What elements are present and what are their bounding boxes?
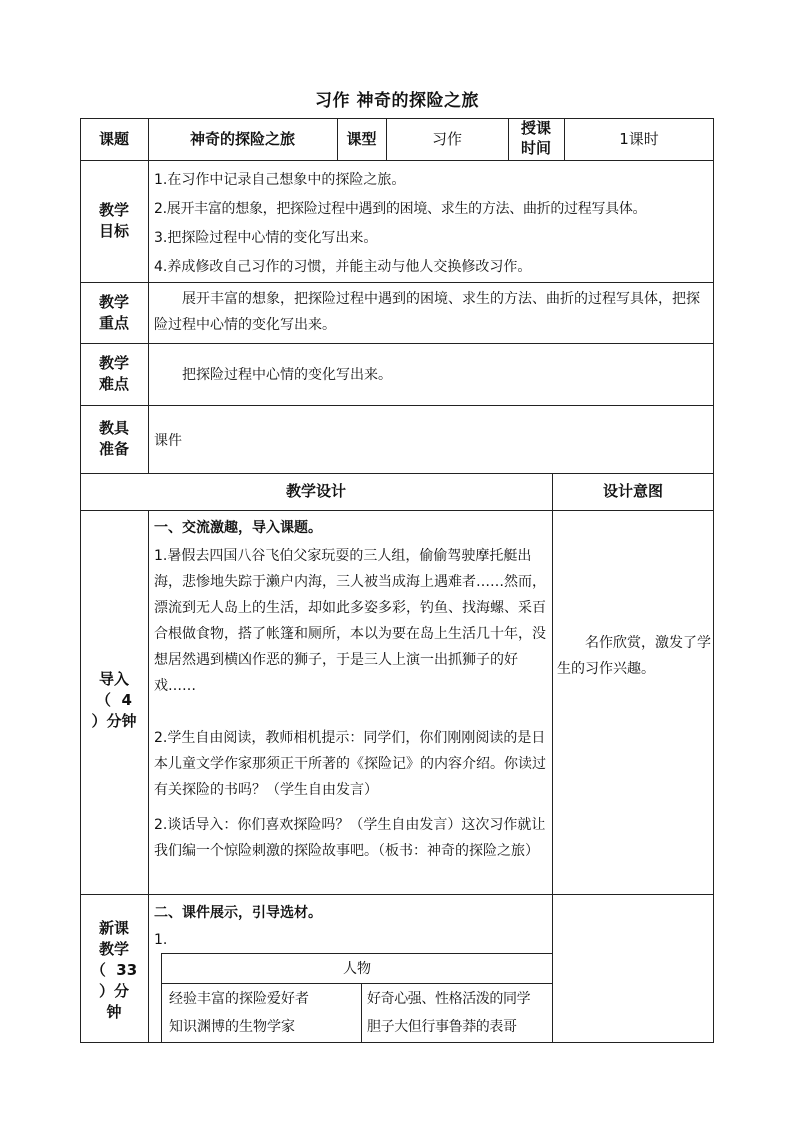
intro-paragraph-1: 1.暑假去四国八谷飞伯父家玩耍的三人组，偷偷驾驶摩托艇出海，悲惨地失踪于濑户内海，三人被当成海上遇难者……然而，漂流到无人岛上的生活，却如此多姿多彩，钓鱼、找海螺、采百合根做食物，搭了帐篷和厕所，本以为要在岛上生活几十年，没想居然遇到横凶作恶的狮子，于是三人上演一出抓狮子的好戏…… (154, 548, 546, 694)
row-line (80, 473, 714, 474)
type-value: 习作 (431, 130, 462, 148)
difficulties-text: 把探险过程中心情的变化写出来。 (182, 367, 392, 383)
difficulties-label-2: 难点 (98, 375, 129, 393)
characters-left-item: 知识渊博的生物学家 (169, 1019, 295, 1035)
intro-label-2: （ 4 (96, 691, 132, 709)
row-line (80, 343, 714, 344)
intro-heading: 一、交流激趣，导入课题。 (154, 520, 322, 536)
row-line (80, 282, 714, 283)
characters-header: 人物 (343, 961, 371, 977)
characters-right-item: 胆子大但行事鲁莽的表哥 (367, 1019, 517, 1035)
characters-table-line (161, 983, 553, 984)
row-line (80, 405, 714, 406)
key-points-label-1: 教学 (98, 293, 129, 311)
design-header: 教学设计 (285, 482, 346, 500)
new-lesson-heading: 二、课件展示，引导选材。 (154, 905, 322, 921)
row-line (80, 160, 714, 161)
intro-paragraph-2: 2.学生自由阅读，教师相机提示：同学们，你们刚刚阅读的是日本儿童文学作家那须正干所著的《探险记》的内容介绍。你读过有关探险的书吗？（学生自由发言） (154, 730, 546, 798)
goal-item: 4.养成修改自己习作的习惯，并能主动与他人交换修改习作。 (154, 259, 532, 275)
intro-intent: 名作欣赏，激发了学生的习作兴趣。 (557, 635, 711, 677)
type-label: 课型 (346, 130, 377, 148)
intro-label-3: ）分钟 (91, 712, 137, 730)
materials-text: 课件 (154, 433, 182, 449)
topic-label: 课题 (98, 130, 129, 148)
intro-label-1: 导入 (98, 670, 129, 688)
goals-label-1: 教学 (98, 201, 129, 219)
difficulties-label-1: 教学 (98, 354, 129, 372)
topic-value: 神奇的探险之旅 (189, 130, 295, 148)
intro-paragraph-3: 2.谈话导入：你们喜欢探险吗？（学生自由发言）这次习作就让我们编一个惊险刺激的探险故事吧。（板书：神奇的探险之旅） (154, 817, 546, 859)
time-label-2: 时间 (520, 139, 551, 157)
key-points-label-2: 重点 (98, 314, 129, 332)
new-lesson-label-3: （ 33 (90, 961, 138, 979)
document-title: 习作 神奇的探险之旅 (315, 91, 479, 111)
new-lesson-item-no: 1. (154, 932, 168, 948)
characters-table-line (361, 983, 362, 1043)
goal-item: 3.把探险过程中心情的变化写出来。 (154, 230, 378, 246)
row-line (80, 510, 714, 511)
time-label-1: 授课 (520, 119, 551, 137)
col-line (148, 118, 149, 473)
goal-item: 2.展开丰富的想象，把探险过程中遇到的困境、求生的方法、曲折的过程写具体。 (154, 201, 647, 217)
goal-item: 1.在习作中记录自己想象中的探险之旅。 (154, 172, 406, 188)
characters-right-item: 好奇心强、性格活泼的同学 (367, 991, 531, 1007)
new-lesson-label-1: 新课 (98, 919, 129, 937)
key-points-text: 展开丰富的想象，把探险过程中遇到的困境、求生的方法、曲折的过程写具体，把探险过程中心情的变化写出来。 (154, 291, 700, 333)
goals-label-2: 目标 (98, 222, 129, 240)
new-lesson-label-5: 钟 (106, 1003, 122, 1021)
col-line (148, 510, 149, 1043)
new-lesson-label-2: 教学 (98, 940, 129, 958)
intent-header: 设计意图 (602, 482, 663, 500)
time-value: 1课时 (619, 130, 659, 148)
row-line (80, 894, 714, 895)
materials-label-2: 准备 (98, 440, 129, 458)
characters-left-item: 经验丰富的探险爱好者 (169, 991, 309, 1007)
materials-label-1: 教具 (98, 419, 129, 437)
new-lesson-label-4: ）分 (98, 982, 129, 1000)
